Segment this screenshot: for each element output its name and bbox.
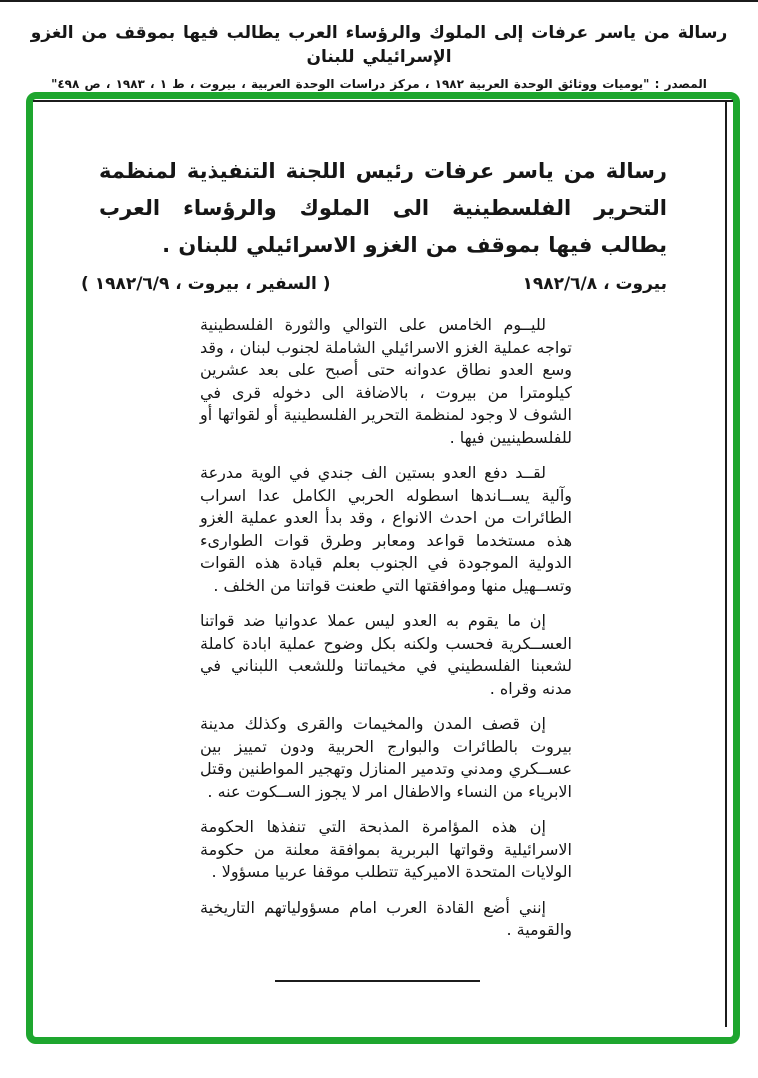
letter-paragraph: إن هذه المؤامرة المذبحة التي تنفذها الحكومة الاسرائيلية وقواتها البربرية بموافقة معلنة من حكومة الولايات المتحدة الاميركية تتطلب موقفا عربيا مسؤولا . [200, 817, 572, 881]
letter-paragraph: إن قصف المدن والمخيمات والقرى وكذلك مدينة بيروت بالطائرات والبوارج الحربية ودون تمييز بين عســكري ومدني وتدمير المنازل وتهجير المواطنين وقتل الابرياء من النساء والاطفال امر لا يجوز الســكوت عنه . [200, 714, 572, 801]
letter-paragraph: إن ما يقوم به العدو ليس عملا عدوانيا ضد قواتنا العســكرية فحسب ولكنه بكل وضوح عملية ابادة كاملة لشعبنا الفلسطيني في مخيماتنا وللشعب اللبناني في مدنه وقراه . [200, 611, 572, 698]
letter-title: رسالة من ياسر عرفات رئيس اللجنة التنفيذية لمنظمة التحرير الفلسطينية الى الملوك والرؤساء العرب يطالب فيها بموقف من الغزو الاسرائيلي للبنان . [99, 159, 667, 257]
dateline-place-date: بيروت ، ١٩٨٢/٦/٨ [522, 274, 667, 294]
letter-paragraph: لليــوم الخامس على التوالي والثورة الفلسطينية تواجه عملية الغزو الاسرائيلي الشاملة لجنوب لبنان ، وقد وسع العدو نطاق عدوانه حتى أصبح على بعد عشرين كيلومترا من بيروت ، بالاضافة الى دخوله قرى في الشوف لا وجود لمنظمة التحرير الفلسطينية أو لقواتها أو للفلسطينيين فيها . [200, 315, 572, 447]
dateline-source-ref: ( السفير ، بيروت ، ١٩٨٢/٦/٩ ) [81, 274, 331, 294]
letter-content [33, 99, 733, 1037]
end-divider-line [275, 980, 480, 982]
header-title: رسالة من ياسر عرفات إلى الملوك والرؤساء العرب يطالب فيها بموقف من الغزو الإسرائيلي للبنان [30, 23, 728, 67]
letter-dateline [81, 274, 667, 294]
document-header [12, 21, 746, 91]
green-highlight-frame [26, 92, 740, 1044]
letter-paragraph: إنني أضع القادة العرب امام مسؤولياتهم التاريخية والقومية . [200, 897, 572, 939]
letter-paragraphs [200, 314, 572, 982]
page-top-edge-line [0, 0, 758, 2]
letter-paragraph: لقــد دفع العدو بستين الف جندي في الوية مدرعة وآلية يســاندها اسطوله الحربي الكامل عدا اسراب الطائرات من احدث الانواع ، وقد بدأ العدو عملية الغزو هذه مستخدما قواعد ومعابر وطرق قوات الطوارىء الدولية الموجودة في الجنوب بعلم قيادة هذه القوات وتســهيل منها وموافقتها التي طعنت قواتنا من الخلف . [200, 463, 572, 595]
header-source-citation: المصدر : "يوميات ووثائق الوحدة العربية ١٩٨٢ ، مركز دراسات الوحدة العربية ، بيروت ، ط ١ ، ١٩٨٣ ، ص ٤٩٨" [51, 77, 707, 91]
